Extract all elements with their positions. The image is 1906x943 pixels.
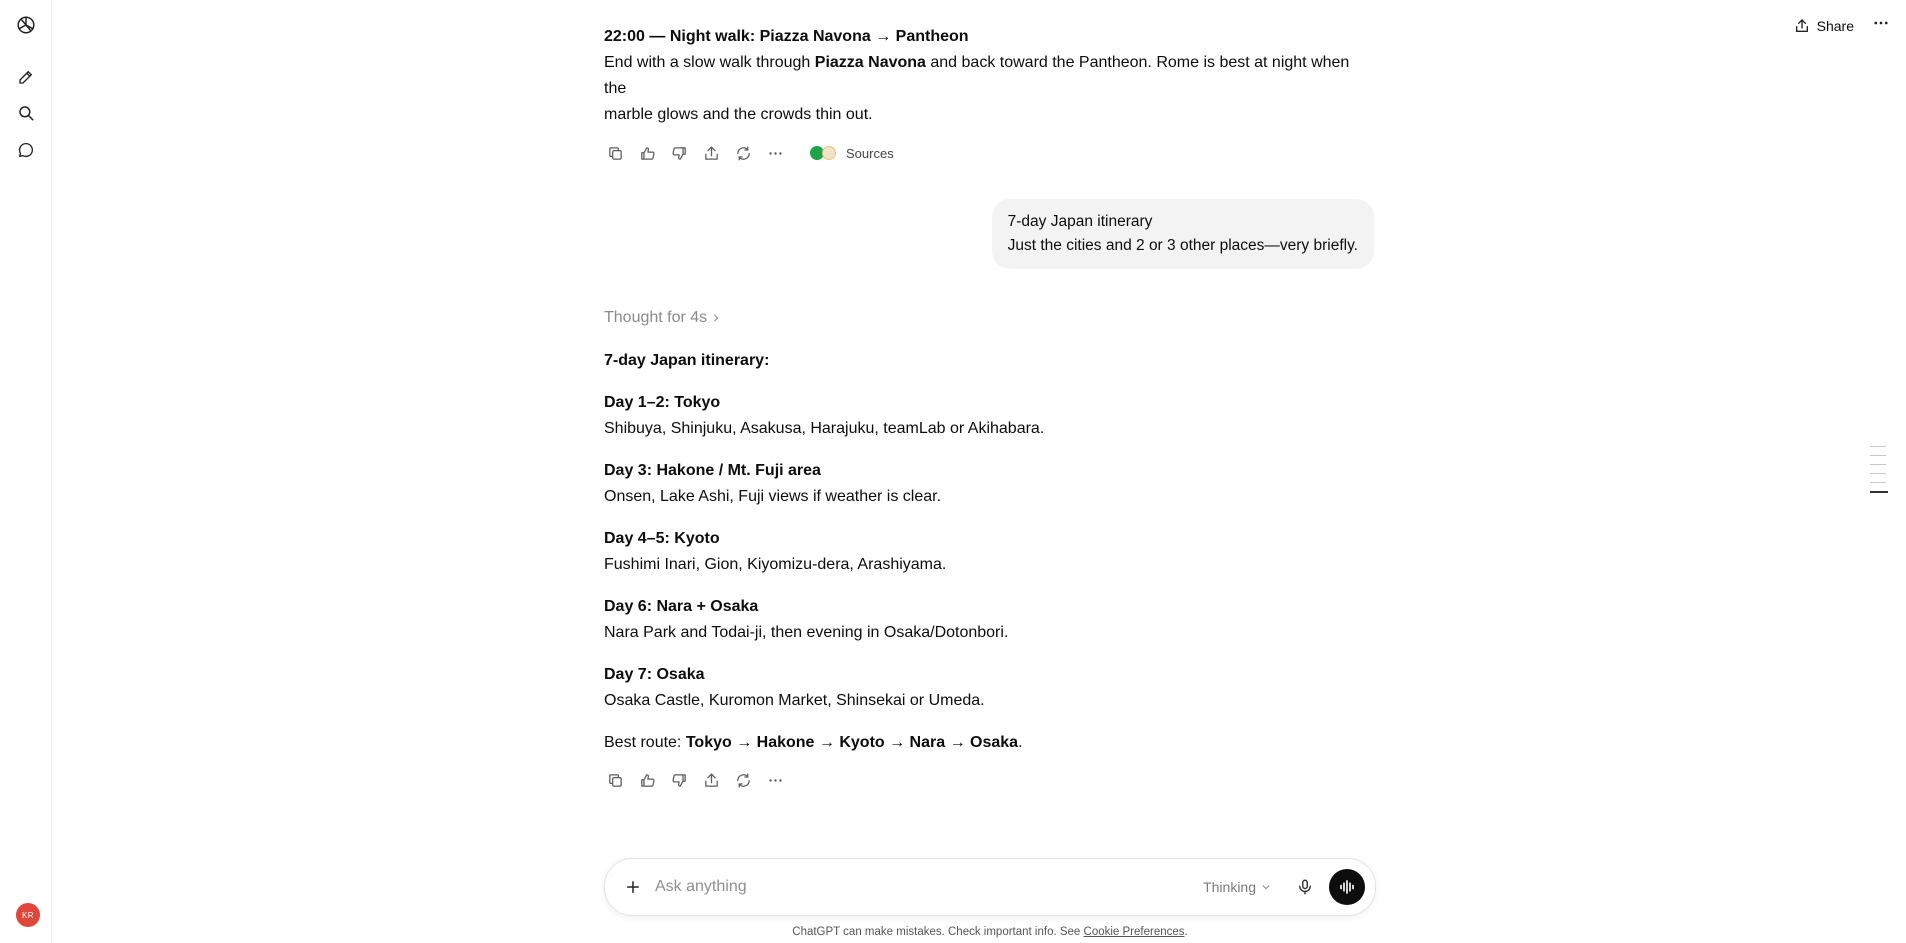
cookie-preferences-link[interactable]: Cookie Preferences — [1083, 926, 1185, 938]
day-text: Onsen, Lake Ashi, Fuji views if weather is clear. — [604, 488, 942, 505]
minimap-mark-active[interactable] — [1870, 491, 1888, 493]
more-actions-icon[interactable] — [764, 769, 786, 791]
answer-text: marble glows and the crowds thin out. — [604, 106, 873, 123]
thumbs-down-icon[interactable] — [668, 769, 690, 791]
user-message-line: 7-day Japan itinerary — [1007, 213, 1153, 230]
chevron-right-icon — [711, 313, 721, 323]
conversation-minimap[interactable] — [1870, 446, 1888, 501]
user-message-line: Just the cities and 2 or 3 other places—very briefly. — [1007, 237, 1358, 254]
thought-toggle[interactable] — [604, 309, 1374, 327]
regenerate-icon[interactable] — [732, 142, 754, 164]
voice-wave-icon — [1338, 878, 1356, 896]
source-favicons — [810, 145, 840, 161]
disclaimer-text: ChatGPT can make mistakes. Check important info. See — [792, 926, 1084, 938]
day-heading: Day 1–2: Tokyo — [604, 394, 721, 411]
thumbs-up-icon[interactable] — [636, 769, 658, 791]
answer-title: 7-day Japan itinerary: — [604, 352, 770, 369]
day-item — [604, 458, 1374, 510]
openai-logo-icon[interactable] — [13, 12, 39, 38]
chevron-down-icon — [1261, 882, 1271, 892]
share-icon — [1794, 18, 1810, 34]
thought-label: Thought for 4s — [604, 309, 708, 326]
top-bar-actions — [1794, 14, 1890, 37]
sources-label: Sources — [846, 145, 894, 161]
regenerate-icon[interactable] — [732, 769, 754, 791]
day-heading: Day 7: Osaka — [604, 666, 705, 683]
copy-icon[interactable] — [604, 142, 626, 164]
day-text: Nara Park and Todai-ji, then evening in Osaka/Dotonbori. — [604, 624, 1009, 641]
disclaimer — [604, 926, 1376, 938]
share-label: Share — [1816, 17, 1854, 34]
answer-paragraph — [604, 50, 1374, 128]
day-text: Fushimi Inari, Gion, Kiyomizu-dera, Arashiyama. — [604, 556, 947, 573]
day-text: Shibuya, Shinjuku, Asakusa, Harajuku, teamLab or Akihabara. — [604, 420, 1045, 437]
prompt-input[interactable] — [655, 878, 1203, 896]
left-rail — [0, 0, 52, 943]
minimap-mark[interactable] — [1870, 464, 1886, 465]
share-button[interactable] — [1794, 18, 1854, 34]
message-actions — [604, 768, 1374, 792]
minimap-mark[interactable] — [1870, 455, 1886, 456]
day-heading: Day 3: Hakone / Mt. Fuji area — [604, 462, 821, 479]
route-value: Tokyo → Hakone → Kyoto → Nara → Osaka — [685, 734, 1019, 751]
share-message-icon[interactable] — [700, 142, 722, 164]
day-item — [604, 526, 1374, 578]
answer-heading: 22:00 — Night walk: Piazza Navona → Pantheon — [604, 28, 969, 45]
user-message-bubble — [992, 199, 1374, 269]
minimap-mark[interactable] — [1870, 473, 1886, 474]
share-message-icon[interactable] — [700, 769, 722, 791]
composer — [604, 858, 1376, 916]
more-options-icon[interactable] — [1872, 14, 1890, 37]
route-end: . — [1018, 734, 1023, 751]
source-favicon-icon — [822, 146, 836, 160]
more-actions-icon[interactable] — [764, 142, 786, 164]
day-heading: Day 4–5: Kyoto — [604, 530, 720, 547]
microphone-icon — [1296, 878, 1314, 896]
model-mode-dropdown[interactable] — [1203, 879, 1271, 895]
best-route — [604, 730, 1374, 756]
chats-icon[interactable] — [13, 137, 39, 163]
search-icon[interactable] — [13, 100, 39, 126]
message-actions — [604, 141, 1374, 165]
thumbs-down-icon[interactable] — [668, 142, 690, 164]
route-label: Best route: — [604, 734, 686, 751]
assistant-answer — [604, 309, 1374, 792]
add-attachment-button[interactable] — [621, 875, 645, 899]
day-list — [604, 390, 1374, 714]
answer-bold-text: Piazza Navona — [814, 54, 926, 71]
day-item — [604, 594, 1374, 646]
avatar[interactable]: KR — [16, 903, 40, 927]
minimap-mark[interactable] — [1870, 482, 1886, 483]
plus-icon — [624, 878, 642, 896]
copy-icon[interactable] — [604, 769, 626, 791]
day-heading: Day 6: Nara + Osaka — [604, 598, 759, 615]
answer-text: and back toward the Pantheon. Rome is best at night when the — [604, 54, 1350, 97]
mode-label: Thinking — [1203, 879, 1256, 895]
sources-button[interactable] — [810, 145, 894, 161]
minimap-mark[interactable] — [1870, 446, 1886, 447]
microphone-button[interactable] — [1293, 875, 1317, 899]
previous-answer — [604, 24, 1374, 165]
user-message-row — [604, 199, 1374, 269]
disclaimer-end: . — [1184, 926, 1188, 938]
day-text: Osaka Castle, Kuromon Market, Shinsekai or Umeda. — [604, 692, 985, 709]
answer-text: End with a slow walk through — [604, 54, 815, 71]
thumbs-up-icon[interactable] — [636, 142, 658, 164]
voice-mode-button[interactable] — [1329, 869, 1365, 905]
new-chat-icon[interactable] — [13, 64, 39, 90]
day-item — [604, 662, 1374, 714]
day-item — [604, 390, 1374, 442]
